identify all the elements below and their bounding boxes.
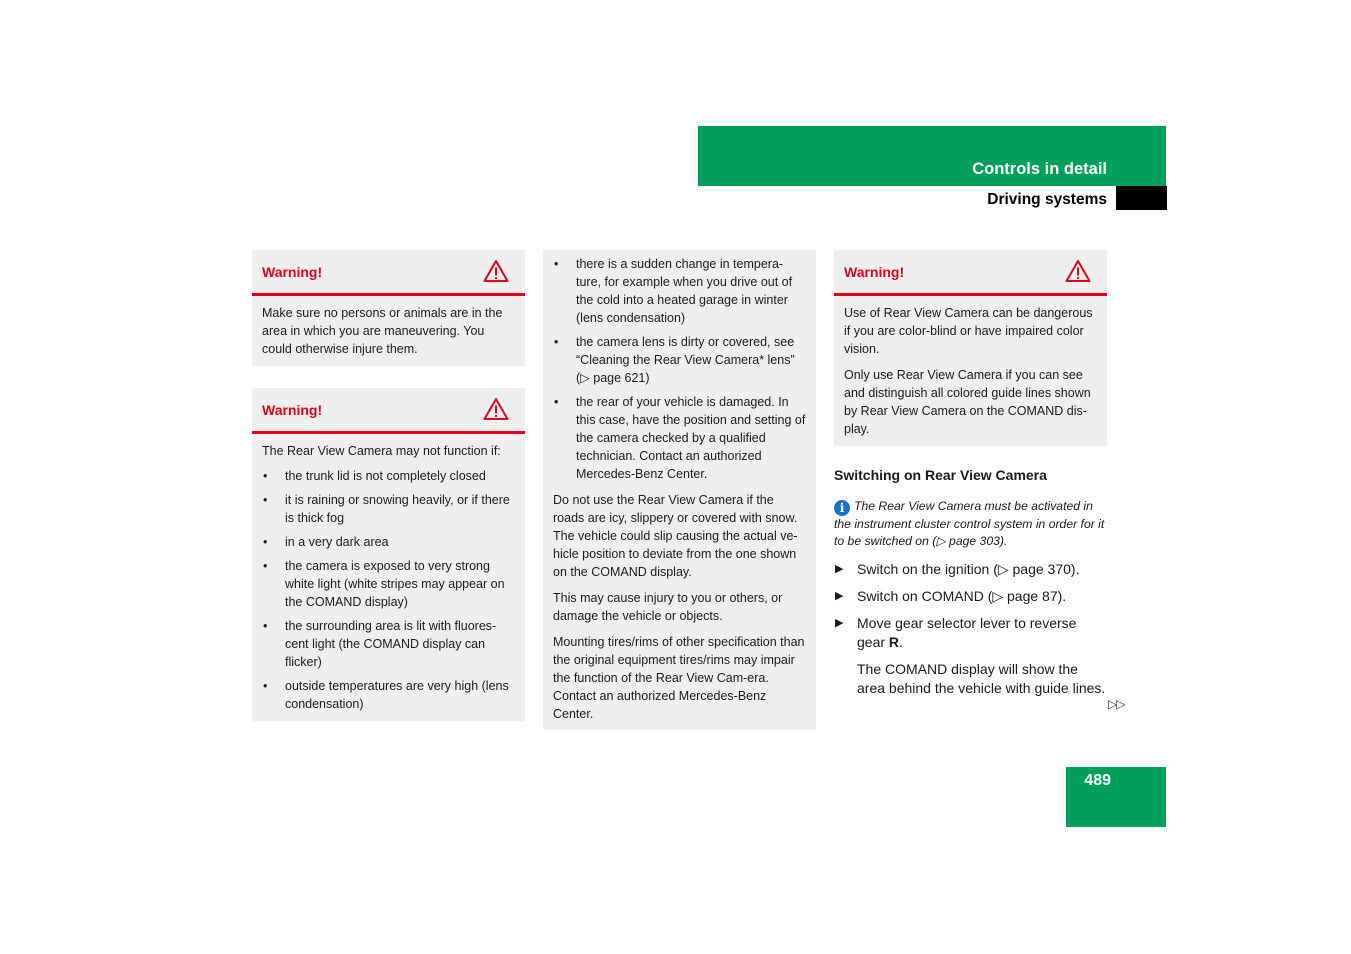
step-result: The COMAND display will show the area behind the vehicle with guide lines. — [857, 661, 1106, 696]
warning-triangle-icon — [483, 259, 509, 283]
warning-header — [834, 250, 1107, 296]
warning-paragraph: Mounting tires/rims of other specification than the original equipment tires/rims may impair the function of the Rear View Cam-era. Contact an authorized Mercedes-Benz Center. — [553, 635, 805, 721]
step-item — [834, 614, 1107, 652]
step-arrow-icon: ▶ — [835, 617, 844, 629]
warning-body — [252, 434, 525, 721]
condition-list — [553, 255, 806, 483]
warning-body — [834, 296, 1107, 446]
warning-paragraph: Do not use the Rear View Camera if the roads are icy, slippery or covered with snow. The vehicle could slip causing the actual ve-hicle position to deviate from the one shown on the COMAND display. — [553, 493, 798, 579]
column-middle — [543, 250, 816, 730]
step-end: . — [899, 634, 903, 650]
page-number: 489 — [1084, 772, 1111, 789]
warning-intro: The Rear View Camera may not function if: — [262, 444, 501, 458]
warning-triangle-icon — [1065, 259, 1091, 283]
column-left — [252, 250, 525, 721]
warning-label: Warning! — [844, 264, 905, 280]
continue-marker: ▷▷ — [1108, 697, 1125, 711]
warning-label: Warning! — [262, 402, 323, 418]
list-item: • the camera is exposed to very strong white light (white stripes may appear on the COMAND display) — [262, 557, 515, 611]
warning-header — [252, 388, 525, 434]
warning-header — [252, 250, 525, 296]
warning-paragraph: Only use Rear View Camera if you can see and distinguish all colored guide lines shown by Rear View Camera on the COMAND dis-play. — [844, 368, 1091, 436]
gear-letter: R — [888, 634, 900, 650]
list-item: • the rear of your vehicle is damaged. In this case, have the position and setting of the camera checked by a qualified technician. Contact an authorized Mercedes-Benz Center. — [553, 393, 806, 483]
step-item — [834, 587, 1107, 606]
warning-box-continued — [543, 250, 816, 730]
info-text: The Rear View Camera must be activated in the instrument cluster control system in order for it to be switched on (▷ page 303). — [834, 499, 1105, 548]
list-item: • it is raining or snowing heavily, or if there is thick fog — [262, 491, 515, 527]
warning-text: Make sure no persons or animals are in the area in which you are maneuvering. You could otherwise injure them. — [262, 306, 503, 356]
step-text: Move gear selector lever to reverse gear — [857, 615, 1077, 650]
warning-paragraph: This may cause injury to you or others, or damage the vehicle or objects. — [553, 591, 783, 623]
warning-triangle-icon — [483, 397, 509, 421]
column-right — [834, 250, 1107, 698]
info-icon: i — [834, 500, 850, 516]
list-item: • outside temperatures are very high (lens condensation) — [262, 677, 515, 713]
warning-body — [252, 296, 525, 366]
warning-label: Warning! — [262, 264, 323, 280]
list-item: • the camera lens is dirty or covered, see “Cleaning the Rear View Camera* lens” (▷ page 621) — [553, 333, 806, 387]
instruction-steps — [834, 560, 1107, 652]
warning-box-color-blind — [834, 250, 1107, 446]
step-item — [834, 560, 1107, 579]
step-arrow-icon: ▶ — [835, 563, 844, 575]
subheading: Switching on Rear View Camera — [834, 467, 1047, 483]
info-note — [834, 498, 1107, 550]
step-text: Switch on the ignition (▷ page 370). — [857, 561, 1080, 577]
list-item: • the trunk lid is not completely closed — [262, 467, 515, 485]
list-item: • in a very dark area — [262, 533, 515, 551]
step-text: Switch on COMAND (▷ page 87). — [857, 588, 1067, 604]
warning-paragraph: Use of Rear View Camera can be dangerous if you are color-blind or have impaired color vision. — [844, 306, 1093, 356]
subsection-title: Driving systems — [987, 191, 1107, 208]
section-title: Controls in detail — [972, 160, 1107, 178]
list-item: • the surrounding area is lit with fluores-cent light (the COMAND display can flicker) — [262, 617, 515, 671]
condition-list — [262, 467, 515, 713]
list-item: • there is a sudden change in tempera-ture, for example when you drive out of the cold into a heated garage in winter (lens condensation) — [553, 255, 806, 327]
step-arrow-icon: ▶ — [835, 590, 844, 602]
warning-box-camera-function — [252, 388, 525, 721]
chapter-tab — [1116, 186, 1167, 210]
warning-box-persons — [252, 250, 525, 366]
page-number-box — [1066, 767, 1166, 827]
